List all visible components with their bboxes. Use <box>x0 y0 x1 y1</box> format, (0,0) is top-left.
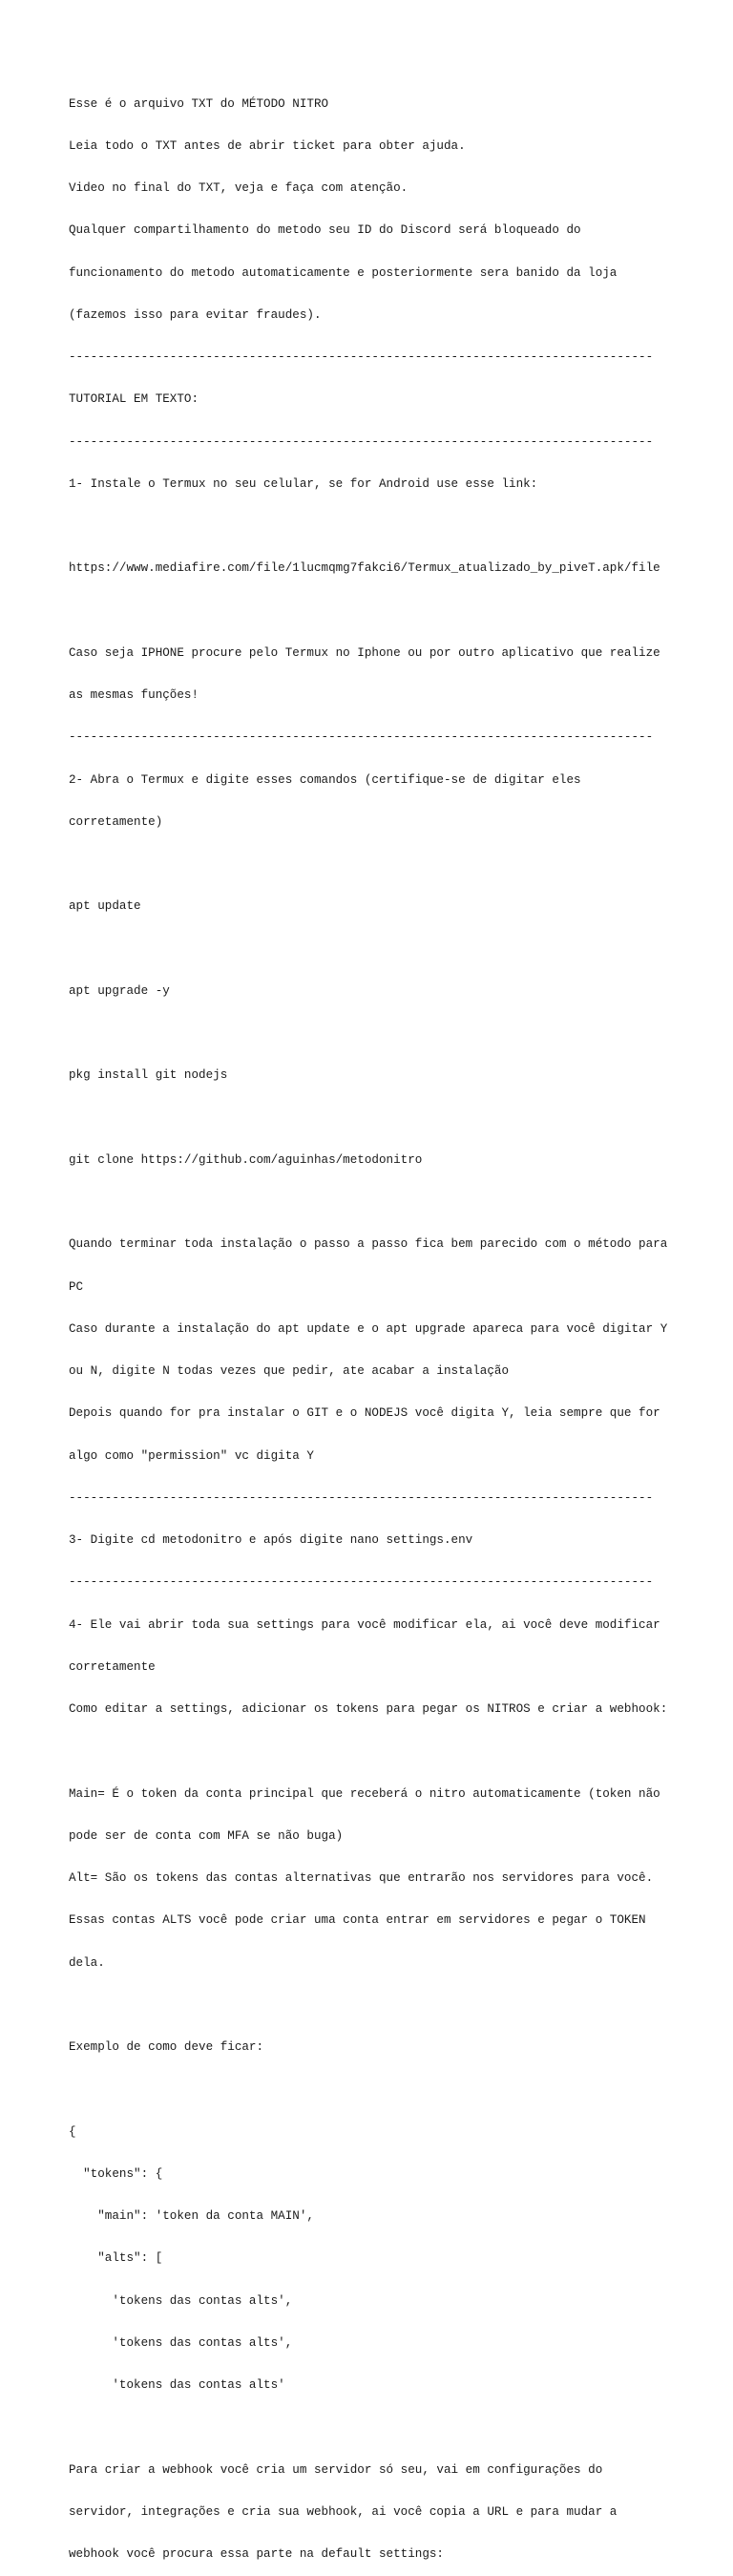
text-line: funcionamento do metodo automaticamente e posteriormente sera banido da loja <box>69 265 618 280</box>
code-line: 'tokens das contas alts' <box>69 2378 285 2392</box>
text-line: PC <box>69 1279 84 1294</box>
text-line: corretamente <box>69 1659 156 1674</box>
text-line: Leia todo o TXT antes de abrir ticket para obter ajuda. <box>69 138 466 153</box>
code-line: "alts": [ <box>69 2251 163 2266</box>
text-line: ou N, digite N todas vezes que pedir, ate acabar a instalação <box>69 1364 510 1378</box>
text-line: Video no final do TXT, veja e faça com atenção. <box>69 181 408 195</box>
text-line: Qualquer compartilhamento do metodo seu ID do Discord será bloqueado do <box>69 223 581 238</box>
text-line: Depois quando for pra instalar o GIT e o NODEJS você digita Y, leia sempre que for <box>69 1406 660 1421</box>
blank-line <box>69 1026 670 1041</box>
text-line: Caso seja IPHONE procure pelo Termux no Iphone ou por outro aplicativo que realize <box>69 645 660 660</box>
document-text-body <box>69 69 670 2576</box>
text-line: Caso durante a instalação do apt update e o apt upgrade apareca para você digitar Y <box>69 1321 668 1336</box>
separator-line: --------------------------------------------------------------------------------- <box>69 350 654 364</box>
separator-line: --------------------------------------------------------------------------------- <box>69 1490 654 1505</box>
text-line: servidor, integrações e cria sua webhook, ai você copia a URL e para mudar a <box>69 2504 618 2519</box>
text-line: webhook você procura essa parte na default settings: <box>69 2547 444 2561</box>
blank-line <box>69 519 670 534</box>
text-line: Esse é o arquivo TXT do MÉTODO NITRO <box>69 96 329 111</box>
blank-line <box>69 604 670 619</box>
text-line: dela. <box>69 1955 105 1970</box>
text-line: as mesmas funções! <box>69 688 199 702</box>
code-line: "main": 'token da conta MAIN', <box>69 2209 314 2223</box>
text-line: pode ser de conta com MFA se não buga) <box>69 1828 344 1843</box>
blank-line <box>69 857 670 872</box>
text-line: Quando terminar toda instalação o passo a passo fica bem parecido com o método para <box>69 1237 668 1252</box>
separator-line: --------------------------------------------------------------------------------- <box>69 434 654 449</box>
step-heading: 3- Digite cd metodonitro e após digite nano settings.env <box>69 1533 473 1547</box>
download-link: https://www.mediafire.com/file/1lucmqmg7fakci6/Termux_atualizado_by_piveT.apk/file <box>69 561 660 576</box>
code-line: 'tokens das contas alts', <box>69 2335 293 2350</box>
text-line: Exemplo de como deve ficar: <box>69 2040 264 2054</box>
text-line: Main= É o token da conta principal que receberá o nitro automaticamente (token não <box>69 1786 660 1801</box>
text-line: corretamente) <box>69 814 163 829</box>
blank-line <box>69 2420 670 2435</box>
separator-line: --------------------------------------------------------------------------------- <box>69 1575 654 1590</box>
command-line: pkg install git nodejs <box>69 1068 228 1083</box>
step-heading: 2- Abra o Termux e digite esses comandos (certifique-se de digitar eles <box>69 772 581 787</box>
section-heading: TUTORIAL EM TEXTO: <box>69 392 199 407</box>
blank-line <box>69 942 670 957</box>
blank-line <box>69 1111 670 1126</box>
text-line: Como editar a settings, adicionar os tokens para pegar os NITROS e criar a webhook: <box>69 1702 668 1716</box>
code-line: 'tokens das contas alts', <box>69 2293 293 2308</box>
command-line: apt upgrade -y <box>69 983 170 998</box>
text-line: (fazemos isso para evitar fraudes). <box>69 307 322 322</box>
blank-line <box>69 1744 670 1759</box>
command-line: apt update <box>69 899 141 914</box>
code-line: "tokens": { <box>69 2166 163 2181</box>
text-line: Para criar a webhook você cria um servidor só seu, vai em configurações do <box>69 2462 603 2477</box>
text-line: algo como "permission" vc digita Y <box>69 1448 314 1463</box>
text-line: Essas contas ALTS você pode criar uma conta entrar em servidores e pegar o TOKEN <box>69 1913 646 1928</box>
blank-line <box>69 1195 670 1210</box>
blank-line <box>69 2082 670 2097</box>
code-line: { <box>69 2124 76 2139</box>
step-heading: 1- Instale o Termux no seu celular, se for Android use esse link: <box>69 476 538 491</box>
command-line: git clone https://github.com/aguinhas/metodonitro <box>69 1152 423 1167</box>
separator-line: --------------------------------------------------------------------------------- <box>69 730 654 745</box>
step-heading: 4- Ele vai abrir toda sua settings para você modificar ela, ai você deve modificar <box>69 1617 660 1632</box>
text-line: Alt= São os tokens das contas alternativas que entrarão nos servidores para você. <box>69 1871 654 1885</box>
blank-line <box>69 1998 670 2013</box>
